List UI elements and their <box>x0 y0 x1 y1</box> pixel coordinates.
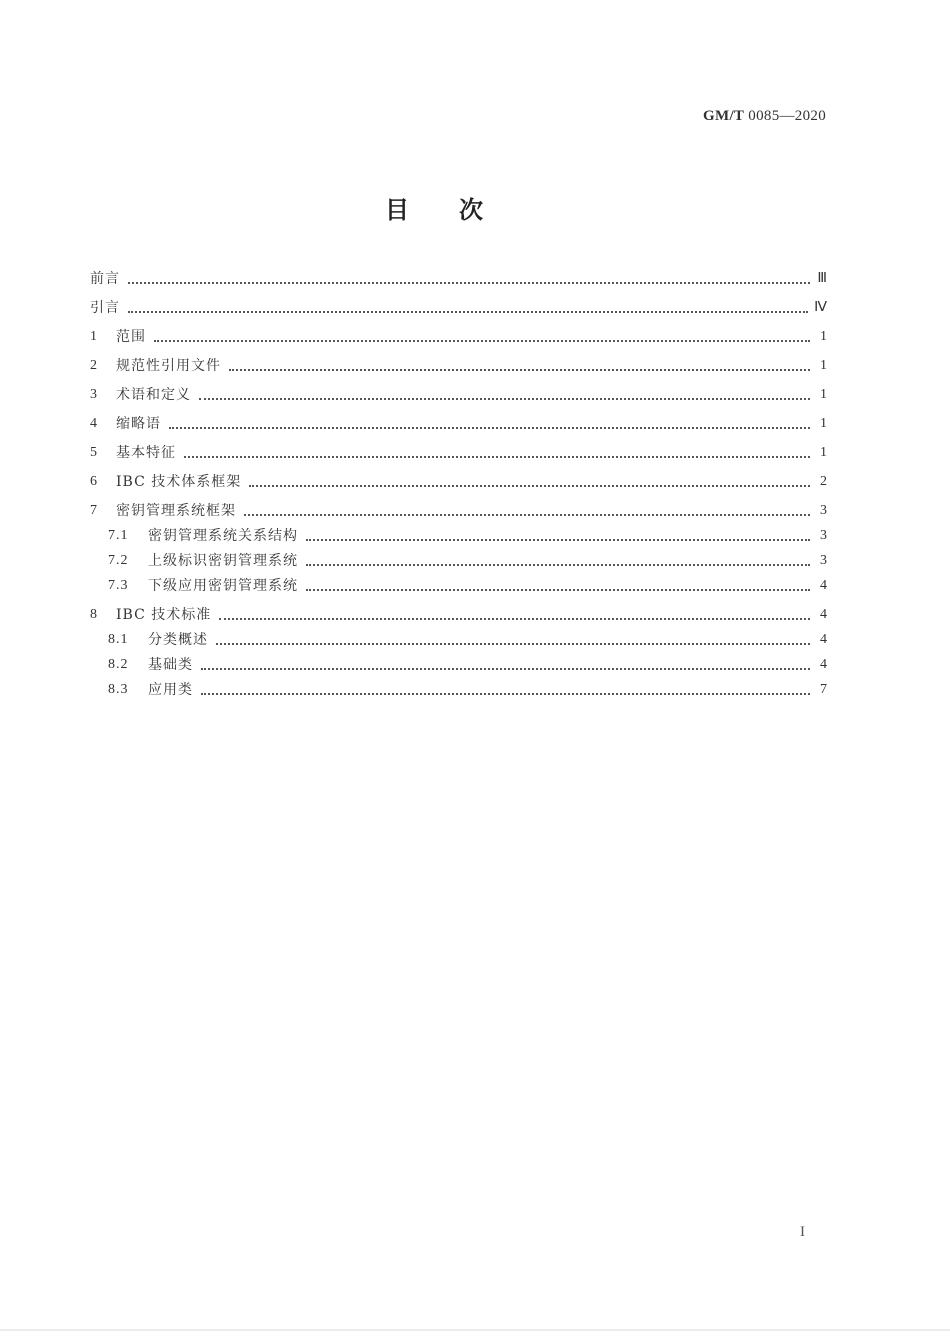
toc-entry[interactable] <box>90 288 828 317</box>
toc-entry-title: 范围 <box>116 329 146 345</box>
toc-leader-dots <box>216 643 810 645</box>
toc-entry[interactable] <box>90 433 828 462</box>
toc-entry-page: 1 <box>820 445 828 460</box>
toc-leader-dots <box>184 456 810 458</box>
toc-entry[interactable] <box>90 595 828 624</box>
toc-entry-title: 基础类 <box>148 657 193 673</box>
toc-leader-dots <box>201 693 810 695</box>
toc-leader-dots <box>154 340 810 342</box>
toc-entry-number: 7 <box>90 503 98 518</box>
toc-entry[interactable] <box>90 346 828 375</box>
toc-entry-number: 7.3 <box>108 578 129 593</box>
toc-leader-dots <box>306 564 810 566</box>
toc-entry[interactable] <box>90 491 828 520</box>
page-number: I <box>800 1224 805 1240</box>
toc-entry-page: 2 <box>820 474 828 489</box>
toc-entry[interactable] <box>90 317 828 346</box>
standard-number: 0085—2020 <box>748 108 826 124</box>
toc-entry-page: 1 <box>820 416 828 431</box>
toc-entry-page: 3 <box>820 528 828 543</box>
toc-entry-number: 1 <box>90 329 98 344</box>
toc-entry[interactable] <box>90 649 828 674</box>
toc-entry-page: 3 <box>820 553 828 568</box>
toc-leader-dots <box>219 618 810 620</box>
toc-entry-number: 4 <box>90 416 98 431</box>
toc-entry-number: 7.1 <box>108 528 129 543</box>
toc-entry-title: 密钥管理系统框架 <box>116 503 236 519</box>
toc-entry-title: 密钥管理系统关系结构 <box>148 528 298 544</box>
toc-leader-dots <box>229 369 810 371</box>
standard-code <box>703 108 826 125</box>
toc-entry-page: 1 <box>820 358 828 373</box>
toc-entry[interactable] <box>90 674 828 699</box>
toc-entry-number: 8.3 <box>108 682 129 697</box>
toc-entry-number: 5 <box>90 445 98 460</box>
toc-entry-page: 4 <box>820 632 828 647</box>
toc-entry[interactable] <box>90 545 828 570</box>
toc-entry-title: IBC 技术体系框架 <box>116 474 242 490</box>
toc-entry-page: 1 <box>820 387 828 402</box>
toc-entry-number: 8.2 <box>108 657 129 672</box>
toc-entry-number: 3 <box>90 387 98 402</box>
toc-entry-number: 8 <box>90 607 98 622</box>
toc-entry-number: 2 <box>90 358 98 373</box>
toc-entry-title: IBC 技术标准 <box>116 607 212 623</box>
toc-leader-dots <box>128 311 808 313</box>
toc-leader-dots <box>201 668 810 670</box>
page-bottom-edge <box>0 1329 950 1331</box>
toc-entry[interactable] <box>90 404 828 433</box>
toc-entry-title: 术语和定义 <box>116 387 191 403</box>
toc-entry-title: 引言 <box>90 300 120 316</box>
toc-entry[interactable] <box>90 375 828 404</box>
toc-entry-number: 7.2 <box>108 553 129 568</box>
toc-leader-dots <box>169 427 810 429</box>
toc-entry-page: 4 <box>820 607 828 622</box>
toc-entry-title: 下级应用密钥管理系统 <box>148 578 298 594</box>
table-of-contents <box>90 266 828 699</box>
toc-entry-title: 缩略语 <box>116 416 161 432</box>
standard-prefix: GM/T <box>703 108 745 124</box>
toc-entry-page: Ⅳ <box>814 300 828 315</box>
toc-entry[interactable] <box>90 462 828 491</box>
toc-entry[interactable] <box>90 570 828 595</box>
toc-entry-page: 1 <box>820 329 828 344</box>
toc-entry-title: 应用类 <box>148 682 193 698</box>
toc-entry-page: 4 <box>820 657 828 672</box>
toc-entry-page: 3 <box>820 503 828 518</box>
toc-leader-dots <box>249 485 810 487</box>
toc-entry-page: 4 <box>820 578 828 593</box>
toc-entry[interactable] <box>90 624 828 649</box>
toc-leader-dots <box>199 398 810 400</box>
toc-entry-page: 7 <box>820 682 828 697</box>
toc-entry-number: 8.1 <box>108 632 129 647</box>
toc-entry-number: 6 <box>90 474 98 489</box>
toc-entry-title: 前言 <box>90 271 120 287</box>
toc-entry[interactable] <box>90 266 828 288</box>
toc-leader-dots <box>306 539 810 541</box>
toc-entry-title: 规范性引用文件 <box>116 358 221 374</box>
toc-entry-title: 上级标识密钥管理系统 <box>148 553 298 569</box>
toc-leader-dots <box>244 514 810 516</box>
toc-entry-title: 分类概述 <box>148 632 208 648</box>
toc-entry-page: Ⅲ <box>817 271 828 286</box>
toc-title: 目次 <box>385 196 533 224</box>
toc-leader-dots <box>306 589 810 591</box>
toc-entry-title: 基本特征 <box>116 445 176 461</box>
toc-leader-dots <box>128 282 810 284</box>
toc-entry[interactable] <box>90 520 828 545</box>
